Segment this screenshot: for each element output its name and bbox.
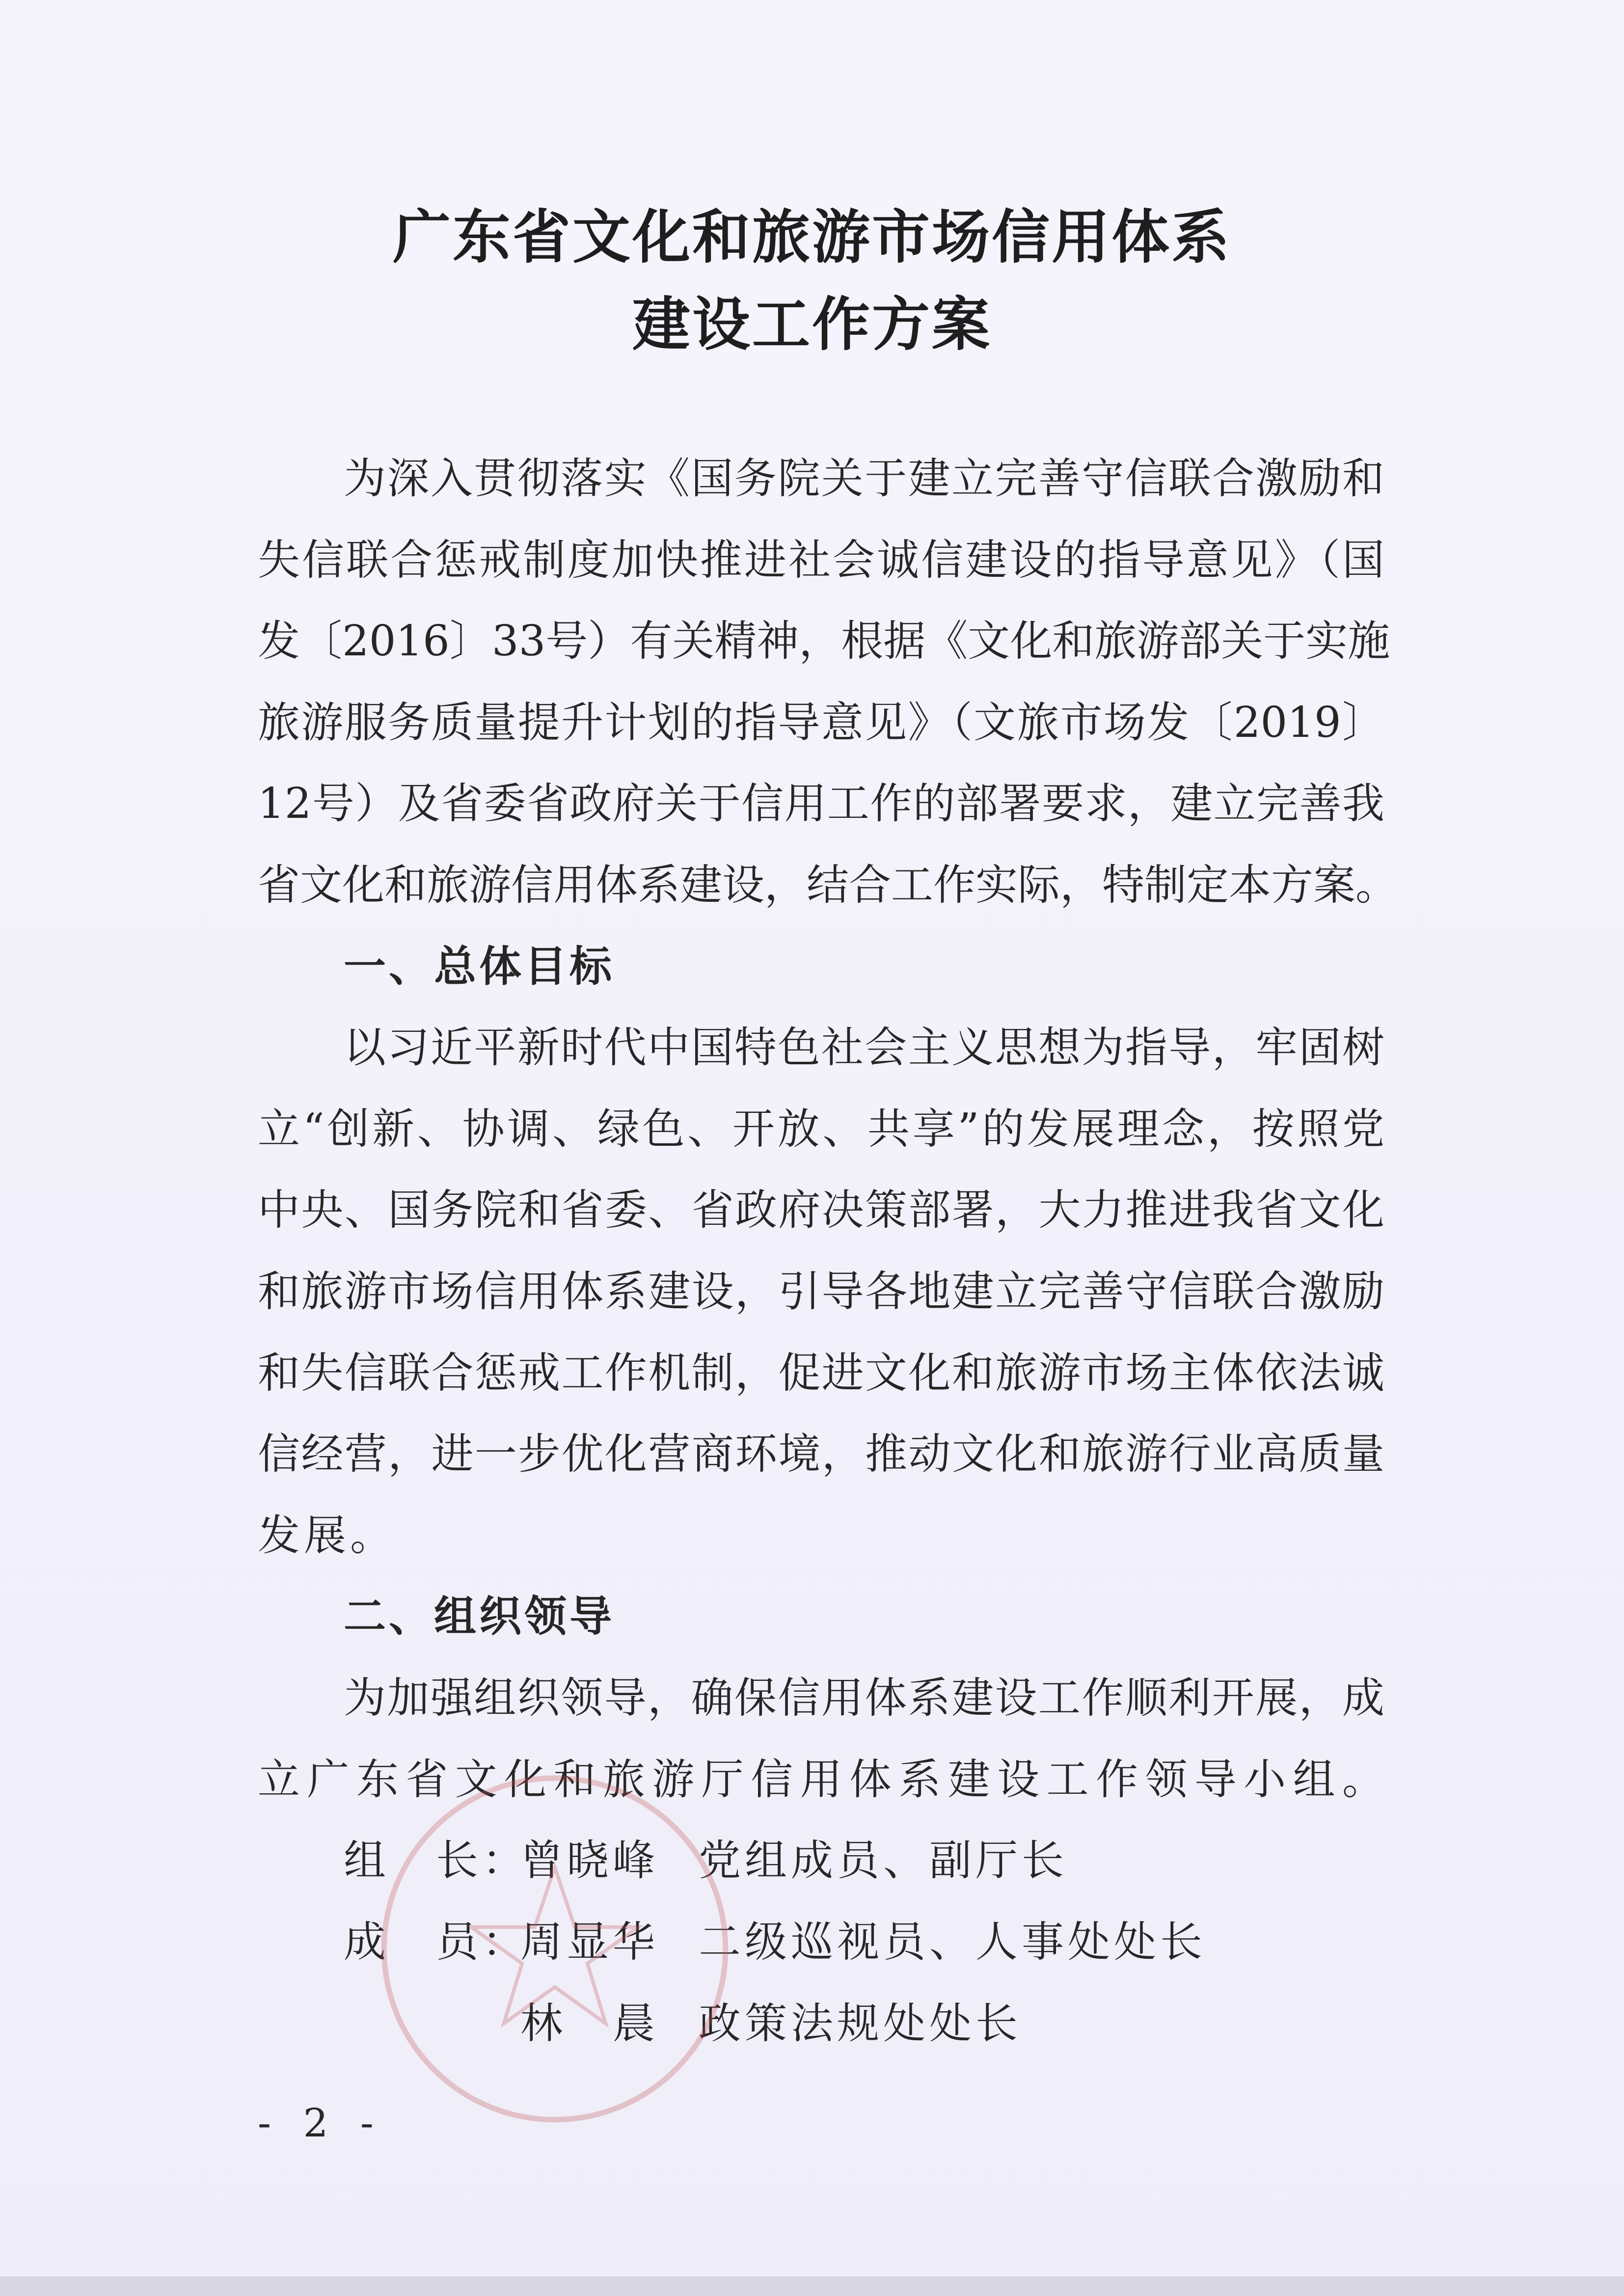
scan-edge <box>0 2276 1624 2296</box>
paragraph-line: 中央、国务院和省委、省政府决策部署，大力推进我省文化 <box>258 1186 1384 1235</box>
intro-line: 失信联合惩戒制度加快推进社会诚信建设的指导意见》（国 <box>258 536 1384 585</box>
person-name: 林 晨 <box>520 1999 659 2048</box>
intro-line: 12号）及省委省政府关于信用工作的部署要求，建立完善我 <box>258 779 1384 828</box>
section-heading: 一、总体目标 <box>344 942 615 991</box>
intro-line: 旅游服务质量提升计划的指导意见》（文旅市场发〔2019〕 <box>258 698 1384 747</box>
paragraph-line: 信经营，进一步优化营商环境，推动文化和旅游行业高质量 <box>258 1430 1384 1479</box>
person-name: 曾晓峰 <box>520 1836 659 1885</box>
role-label: 成 员： <box>344 1918 528 1967</box>
role-label: 组 长： <box>344 1836 528 1885</box>
intro-line: 发〔2016〕33号）有关精神，根据《文化和旅游部关于实施 <box>258 617 1390 666</box>
person-position: 二级巡视员、人事处处长 <box>699 1918 1206 1967</box>
paragraph-line: 发展。 <box>258 1511 396 1560</box>
document-title-line-1: 广东省文化和旅游市场信用体系 <box>392 203 1231 271</box>
person-position: 政策法规处处长 <box>699 1999 1022 2048</box>
intro-line: 为深入贯彻落实《国务院关于建立完善守信联合激励和 <box>344 454 1384 503</box>
person-name: 周显华 <box>520 1918 659 1967</box>
section-heading: 二、组织领导 <box>344 1592 615 1641</box>
paragraph-line: 立广东省文化和旅游厅信用体系建设工作领导小组。 <box>258 1755 1384 1804</box>
person-position: 党组成员、副厅长 <box>699 1836 1068 1885</box>
page-number: - 2 - <box>258 2100 383 2146</box>
paragraph-line: 以习近平新时代中国特色社会主义思想为指导，牢固树 <box>344 1023 1384 1072</box>
intro-line: 省文化和旅游信用体系建设，结合工作实际，特制定本方案。 <box>258 861 1398 910</box>
paragraph-line: 立“创新、协调、绿色、开放、共享”的发展理念，按照党 <box>258 1105 1384 1154</box>
paragraph-line: 和失信联合惩戒工作机制，促进文化和旅游市场主体依法诚 <box>258 1349 1384 1398</box>
paragraph-line: 为加强组织领导，确保信用体系建设工作顺利开展，成 <box>344 1674 1384 1723</box>
document-title-line-2: 建设工作方案 <box>632 291 992 358</box>
paragraph-line: 和旅游市场信用体系建设，引导各地建立完善守信联合激励 <box>258 1267 1384 1316</box>
